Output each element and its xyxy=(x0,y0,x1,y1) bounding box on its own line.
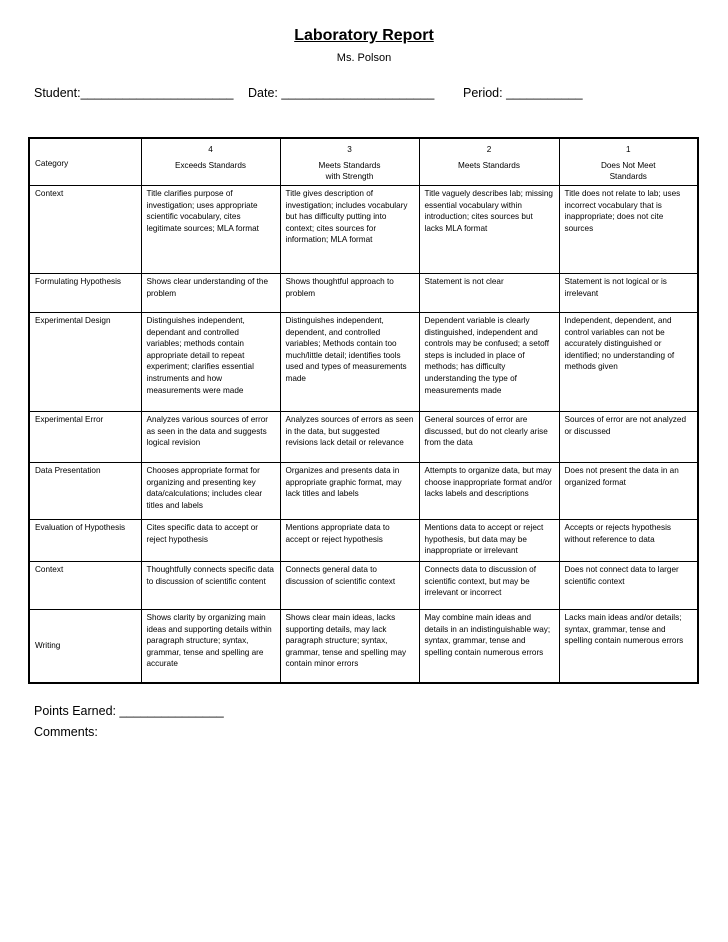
level-header-2 xyxy=(419,138,559,186)
row-category: Experimental Design xyxy=(29,313,141,412)
level-header-1 xyxy=(559,138,698,186)
student-field: Student:______________________ xyxy=(34,86,234,100)
row-cell-4: Title clarifies purpose of investigation; uses appropriate scientific vocabulary, cites legitimate sources; MLA format xyxy=(141,186,280,274)
level-name-line2: Standards xyxy=(609,172,647,182)
row-cell-2: Mentions data to accept or reject hypothesis, but data may be inappropriate or irrelevant xyxy=(419,520,559,562)
row-cell-1: Title does not relate to lab; uses incorrect vocabulary that is inappropriate; does not cite sources xyxy=(559,186,698,274)
rubric-row-evaluation-of-hypothesis xyxy=(29,520,698,562)
level-number: 4 xyxy=(208,145,213,154)
row-cell-2: Dependent variable is clearly distinguished, independent and controls may be confused; a setoff steps is included in place of methods; has difficulty understanding the type of measurements made xyxy=(419,313,559,412)
row-cell-3: Mentions appropriate data to accept or reject hypothesis xyxy=(280,520,419,562)
row-cell-3: Organizes and presents data in appropriate graphic format, may lack titles and labels xyxy=(280,463,419,520)
row-cell-4: Analyzes various sources of error as seen in the data and suggests logical revision xyxy=(141,412,280,463)
period-field: Period: ___________ xyxy=(463,86,583,100)
level-name: Meets Standards xyxy=(318,160,381,170)
date-field: Date: ______________________ xyxy=(248,86,435,100)
level-name: Meets Standards xyxy=(458,160,520,170)
row-cell-2: Connects data to discussion of scientific context, but may be irrelevant or incorrect xyxy=(419,562,559,610)
row-cell-3: Shows thoughtful approach to problem xyxy=(280,274,419,313)
level-number: 2 xyxy=(486,145,492,154)
rubric-row-experimental-design xyxy=(29,313,698,412)
row-cell-4: Distinguishes independent, dependant and controlled variables; methods contain appropriate detail to repeat experiment; clarifies essential instruments and how measurements were made xyxy=(141,313,280,412)
teacher-name: Ms. Polson xyxy=(336,52,392,64)
rubric-row-formulating-hypothesis xyxy=(29,274,698,313)
row-cell-1: Does not connect data to larger scientific context xyxy=(559,562,698,610)
row-cell-4: Shows clear understanding of the problem xyxy=(141,274,280,313)
level-name-line2: with Strength xyxy=(325,172,374,182)
row-category: Context xyxy=(29,186,141,274)
rubric-row-data-presentation xyxy=(29,463,698,520)
rubric-header-row xyxy=(29,138,698,186)
row-category: Experimental Error xyxy=(29,412,141,463)
row-cell-1: Sources of error are not analyzed or discussed xyxy=(559,412,698,463)
level-header-4 xyxy=(141,138,280,186)
row-cell-1: Lacks main ideas and/or details; syntax, grammar, tense and spelling contain numerous errors xyxy=(559,610,698,683)
level-number: 1 xyxy=(625,145,631,154)
row-category: Data Presentation xyxy=(29,463,141,520)
row-cell-4: Thoughtfully connects specific data to discussion of scientific content xyxy=(141,562,280,610)
row-cell-3: Distinguishes independent, dependent, and controlled variables; Methods contain too much/little detail; identifies tools used and types of measurements made xyxy=(280,313,419,412)
row-cell-3: Connects general data to discussion of scientific context xyxy=(280,562,419,610)
row-cell-1: Independent, dependent, and control variables can not be accurately distinguished or identified; no understanding of methods given xyxy=(559,313,698,412)
row-cell-1: Statement is not logical or is irrelevant xyxy=(559,274,698,313)
rubric-row-context-2 xyxy=(29,562,698,610)
row-category: Context xyxy=(29,562,141,610)
rubric-row-writing xyxy=(29,610,698,683)
level-name: Exceeds Standards xyxy=(174,160,246,170)
row-category: Evaluation of Hypothesis xyxy=(29,520,141,562)
row-cell-2: Attempts to organize data, but may choose inappropriate format and/or lacks labels and descriptions xyxy=(419,463,559,520)
row-cell-3: Title gives description of investigation; includes vocabulary but has difficulty putting into context; cites sources for information; MLA format xyxy=(280,186,419,274)
comments-label: Comments: xyxy=(34,725,98,739)
rubric-table xyxy=(28,137,699,684)
points-earned-field: Points Earned: _______________ xyxy=(34,704,224,718)
row-cell-4: Shows clarity by organizing main ideas and supporting details within paragraph structure; syntax, grammar, tense and spelling are accurate xyxy=(141,610,280,683)
level-header-3 xyxy=(280,138,419,186)
row-category: Formulating Hypothesis xyxy=(29,274,141,313)
level-name: Does Not Meet xyxy=(600,160,656,170)
level-number: 3 xyxy=(347,145,352,154)
row-cell-2: Statement is not clear xyxy=(419,274,559,313)
row-cell-3: Shows clear main ideas, lacks supporting details, may lack paragraph structure; syntax, grammar, tense and spelling may contain minor errors xyxy=(280,610,419,683)
report-title: Laboratory Report xyxy=(294,27,434,44)
rubric-row-experimental-error xyxy=(29,412,698,463)
row-cell-2: Title vaguely describes lab; missing essential vocabulary within introduction; cites sources but lacks MLA format xyxy=(419,186,559,274)
row-cell-2: General sources of error are discussed, but do not clearly arise from the data xyxy=(419,412,559,463)
rubric-row-context xyxy=(29,186,698,274)
row-cell-1: Accepts or rejects hypothesis without reference to data xyxy=(559,520,698,562)
category-header: Category xyxy=(29,138,141,186)
row-cell-2: May combine main ideas and details in an indistinguishable way; syntax, grammar, tense and spelling contain numerous errors xyxy=(419,610,559,683)
row-category: Writing xyxy=(29,610,141,683)
row-cell-4: Cites specific data to accept or reject hypothesis xyxy=(141,520,280,562)
row-cell-1: Does not present the data in an organized format xyxy=(559,463,698,520)
row-cell-3: Analyzes sources of errors as seen in the data, but suggested revisions lack detail or relevance xyxy=(280,412,419,463)
row-cell-4: Chooses appropriate format for organizing and presenting key data/calculations; includes clear titles and labels xyxy=(141,463,280,520)
